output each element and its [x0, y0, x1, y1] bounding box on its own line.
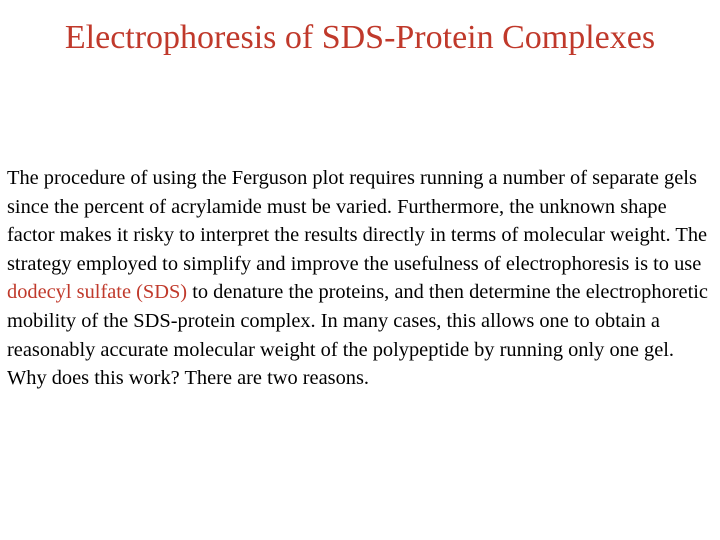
paragraph-1-text-end: to denature the proteins, and then determine the electrophoretic mobility of the SDS-protein complex. In many cases, this allows one to obtain a reasonably accurate molecular weight of the polypeptide by running only one gel.: [7, 281, 708, 361]
slide-body: [7, 164, 715, 393]
slide-title: Electrophoresis of SDS-Protein Complexes: [64, 19, 656, 56]
body-paragraph-2: Why does this work? There are two reasons.: [7, 367, 370, 390]
paragraph-1-text-start: The procedure of using the Ferguson plot requires running a number of separate gels since the percent of acrylamide must be varied. Furthermore, the unknown shape factor makes it risky to interpret the results directly in terms of molecular weight. The strategy employed to simplify and improve the usefulness of electrophoresis is to use: [7, 167, 708, 275]
body-paragraph-1: [7, 164, 715, 364]
sds-highlight-term: dodecyl sulfate (SDS): [7, 281, 188, 304]
